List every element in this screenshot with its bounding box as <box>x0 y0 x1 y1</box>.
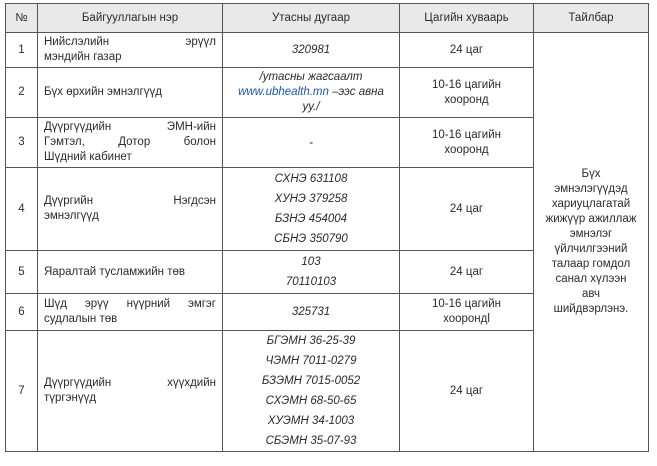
organization-name <box>38 118 223 168</box>
phone-number: СХЭМН 68-50-65 <box>265 395 357 407</box>
organization-name <box>38 33 223 68</box>
phone-cell <box>223 331 400 452</box>
table-row <box>6 33 649 68</box>
phone-cell <box>223 168 400 251</box>
organization-name <box>38 294 223 331</box>
row-number: 6 <box>6 294 38 331</box>
organization-name <box>38 68 223 118</box>
organization-name-line: Шүд эрүү нүүрний эмгэг <box>44 298 216 310</box>
phone-number: СБНЭ 350790 <box>274 233 348 245</box>
table-header-row <box>6 4 649 33</box>
schedule-cell <box>400 68 534 118</box>
note-line: шийдвэрлэнэ. <box>553 303 629 315</box>
website-link[interactable]: www.ubhealth.mn <box>238 86 329 98</box>
organization-name-line: Нийслэлийн эрүүл <box>44 36 216 48</box>
row-number: 5 <box>6 251 38 294</box>
organization-name-line: Бүх өрхийн эмнэлгүүд <box>44 86 162 98</box>
phone-number: - <box>309 136 313 149</box>
schedule-text: хооронд <box>444 93 489 106</box>
organization-name-line: түргэнүүд <box>44 392 97 404</box>
schedule-text: 24 цаг <box>449 43 484 56</box>
note-cell <box>534 33 649 452</box>
schedule-cell <box>400 33 534 68</box>
schedule-text: 24 цаг <box>449 202 484 215</box>
phone-number: БЗЭМН 7015-0052 <box>261 375 361 387</box>
schedule-cell <box>400 294 534 331</box>
header-phone: Утасны дугаар <box>223 4 400 33</box>
note-line: талаар гомдол <box>551 258 631 270</box>
phone-note-line: /утасны жагсаалт <box>259 71 363 83</box>
organization-name-line: Дүүргийн Нэгдсэн <box>44 195 216 207</box>
phone-number: 103 <box>301 256 321 268</box>
note-line: үйлчилгээний <box>554 243 628 255</box>
row-number: 2 <box>6 68 38 118</box>
schedule-cell <box>400 331 534 452</box>
organization-name-line: Гэмтэл, Дотор болон <box>44 136 216 148</box>
header-number: № <box>6 4 38 33</box>
phone-cell <box>223 33 400 68</box>
row-number: 1 <box>6 33 38 68</box>
note-line: жижүүр ажиллаж <box>545 213 637 225</box>
organization-name-line: судлалын төв <box>44 313 118 325</box>
note-line: эмнэлэг <box>569 228 613 240</box>
phone-cell <box>223 118 400 168</box>
organization-name <box>38 251 223 294</box>
schedule-text: 24 цаг <box>449 384 484 397</box>
note-line: Бүх <box>581 168 601 180</box>
schedule-text: хооронд <box>444 143 489 156</box>
phone-cell <box>223 294 400 331</box>
note-line: хариуцлагатай <box>551 198 631 210</box>
schedule-text: 10-16 цагийн <box>432 298 501 310</box>
note-line: авч <box>582 288 600 300</box>
phone-number: 320981 <box>291 44 331 56</box>
phone-number: БЗНЭ 454004 <box>274 213 348 225</box>
phone-number: СХНЭ 631108 <box>274 173 348 185</box>
schedule-cell <box>400 251 534 294</box>
schedule-text: 10-16 цагийн <box>432 128 501 141</box>
phone-number: ХУНЭ 379258 <box>274 193 348 205</box>
organization-name-line: Яаралтай тусламжийн төв <box>44 265 185 278</box>
phone-note-line: www.ubhealth.mn –ээс авна <box>238 86 384 98</box>
row-number: 3 <box>6 118 38 168</box>
schedule-text: 10-16 цагийн <box>432 78 501 91</box>
schedule-cell <box>400 118 534 168</box>
phone-cell <box>223 68 400 118</box>
phone-number: БГЭМН 36-25-39 <box>266 335 356 347</box>
schedule-text: хоорондl <box>443 313 490 325</box>
phone-number: ЧЭМН 7011-0279 <box>265 355 357 367</box>
organization-name <box>38 331 223 452</box>
organization-name-line: мэндийн газар <box>44 51 122 63</box>
note-line: санал хүлээн <box>555 273 627 285</box>
hospital-contact-table <box>5 3 649 452</box>
phone-number: СБЭМН 35-07-93 <box>265 435 357 447</box>
phone-number: 70110103 <box>285 276 337 288</box>
organization-name-line: Дүүргүүдийн ЭМН-ийн <box>44 121 216 133</box>
organization-name-line: Шүдний кабинет <box>44 151 132 163</box>
header-organization: Байгууллагын нэр <box>38 4 223 33</box>
schedule-cell <box>400 168 534 251</box>
organization-name <box>38 168 223 251</box>
phone-number: 325731 <box>291 306 331 318</box>
organization-name-line: эмнэлгүүд <box>44 210 99 222</box>
header-note: Тайлбар <box>534 4 649 33</box>
row-number: 7 <box>6 331 38 452</box>
schedule-text: 24 цаг <box>449 265 484 278</box>
hospital-contact-table-container <box>5 3 649 452</box>
header-schedule: Цагийн хуваарь <box>400 4 534 33</box>
phone-cell <box>223 251 400 294</box>
phone-note-line: уу./ <box>302 101 320 113</box>
note-line: эмнэлэгүүдэд <box>554 183 628 195</box>
row-number: 4 <box>6 168 38 251</box>
phone-number: ХУЭМН 34-1003 <box>267 415 355 427</box>
organization-name-line: Дүүргүүдийн хүүхдийн <box>44 377 216 389</box>
